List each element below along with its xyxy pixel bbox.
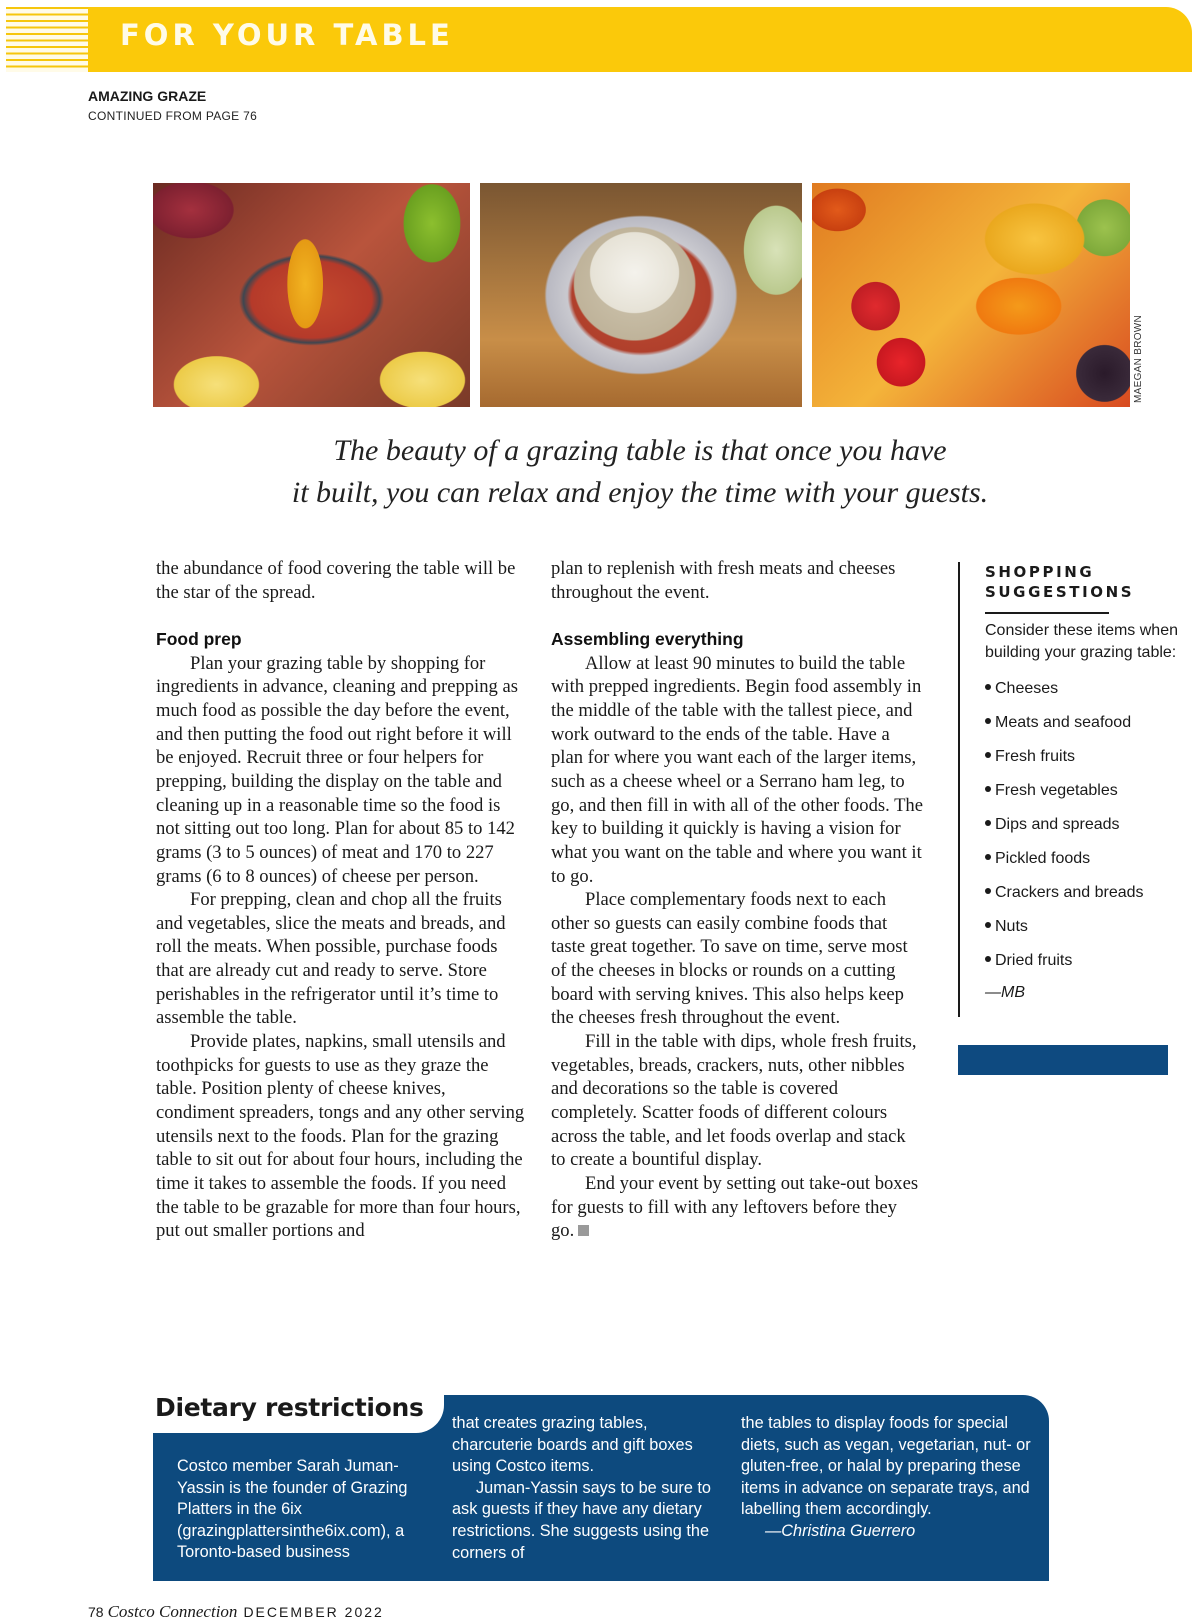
dietary-column-1 <box>177 1456 437 1564</box>
paragraph-final <box>551 1172 923 1243</box>
page-number: 78 <box>88 1604 104 1620</box>
dietary-paragraph: Costco member Sarah Juman-Yassin is the founder of Grazing Platters in the 6ix (grazingplattersinthe6ix.com), a Toronto-based business <box>177 1457 408 1562</box>
list-item-label: Fresh vegetables <box>995 782 1118 799</box>
charcuterie-tower-photo <box>153 183 470 407</box>
dietary-paragraph: Juman-Yassin says to be sure to ask guests if they have any dietary restrictions. She suggests using the corners of <box>452 1478 711 1562</box>
list-item-label: Crackers and breads <box>995 884 1144 901</box>
dietary-column-2 <box>452 1413 717 1564</box>
section-title: FOR YOUR TABLE <box>120 18 454 52</box>
article-kicker: AMAZING GRAZE <box>88 88 207 104</box>
list-item <box>985 706 1178 740</box>
final-paragraph-text: End your event by setting out take-out boxes for guests to fill with any leftovers before they go. <box>551 1173 919 1242</box>
body-column-2 <box>551 557 923 1243</box>
paragraph: Allow at least 90 minutes to build the table with prepped ingredients. Begin food assembly in the middle of the table with the tallest piece, and work outward to the ends of the table. Have a plan for where you want each of the larger items, such as a cheese wheel or a Serrano ham leg, to go, and then fill in with all of the other foods. The key to building it quickly is having a vision for what you want on the table and where you want it to go. <box>551 652 923 887</box>
pull-quote-line-2: it built, you can relax and enjoy the time with your guests. <box>291 476 989 509</box>
list-item-label: Dried fruits <box>995 952 1073 969</box>
list-item <box>985 808 1178 842</box>
bullet-icon <box>985 922 991 928</box>
list-item-label: Pickled foods <box>995 850 1091 867</box>
dietary-signature: —Christina Guerrero <box>765 1521 916 1540</box>
sidebar-signature: —MB <box>985 984 1025 1001</box>
pull-quote-line-1: The beauty of a grazing table is that once you have <box>333 434 947 467</box>
dietary-title: Dietary restrictions <box>155 1393 424 1422</box>
paragraph: Provide plates, napkins, small utensils and toothpicks for guests to use as they graze the table. Position plenty of cheese knives, condiment spreaders, tongs and any other serving utensils next to the foods. Plan for the grazing table to sit out for about four hours, including the time it takes to assemble the foods. If you need the table to be grazable for more than four hours, put out smaller portions and <box>156 1031 525 1242</box>
shopping-suggestions-sidebar <box>958 562 1178 1017</box>
bullet-icon <box>985 684 991 690</box>
photo-credit: MAEGAN BROWN <box>1133 314 1144 403</box>
banner-stripes-decoration <box>6 7 88 72</box>
bullet-icon <box>985 718 991 724</box>
bullet-icon <box>985 888 991 894</box>
bullet-icon <box>985 752 991 758</box>
cheese-wheel-crackers-photo <box>480 183 802 407</box>
issue-date: DECEMBER 2022 <box>243 1604 384 1620</box>
pull-quote <box>240 430 1040 514</box>
continued-from-note: CONTINUED FROM PAGE 76 <box>88 109 258 123</box>
sidebar-title-line-2: SUGGESTIONS <box>985 583 1135 601</box>
fruit-platter-photo <box>812 183 1130 407</box>
dietary-paragraph: the tables to display foods for special diets, such as vegan, vegetarian, nut- or gluten-free, or halal by preparing these items in advance on separate trays, and labelling them accordingly. <box>741 1414 1031 1519</box>
publication-name: Costco Connection <box>107 1602 238 1621</box>
bullet-icon <box>985 786 991 792</box>
sidebar-divider <box>985 612 1109 614</box>
list-item <box>985 944 1178 978</box>
suggestions-list <box>985 672 1178 978</box>
sidebar-title-line-1: SHOPPING <box>985 563 1095 581</box>
body-column-1 <box>156 557 528 1243</box>
paragraph: Place complementary foods next to each other so guests can easily combine foods that taste great together. To save on time, serve most of the cheeses in blocks or rounds on a cutting board with serving knives. This also helps keep the cheeses fresh throughout the event. <box>551 889 908 1029</box>
list-item-label: Nuts <box>995 918 1028 935</box>
end-of-article-mark-icon <box>578 1225 589 1236</box>
page-footer <box>88 1602 384 1622</box>
sidebar-title <box>985 562 1178 602</box>
bullet-icon <box>985 820 991 826</box>
section-heading-assembling: Assembling everything <box>551 628 744 649</box>
list-item-label: Cheeses <box>995 680 1059 697</box>
bullet-icon <box>985 956 991 962</box>
list-item <box>985 876 1178 910</box>
list-item <box>985 740 1178 774</box>
dietary-column-3 <box>741 1413 1031 1543</box>
list-item <box>985 910 1178 944</box>
column-intro: plan to replenish with fresh meats and cheeses throughout the event. <box>551 558 896 603</box>
paragraph: For prepping, clean and chop all the fruits and vegetables, slice the meats and breads, and roll the meats. When possible, purchase foods that are already cut and ready to serve. Store perishables in the refrigerator until it’s time to assemble the table. <box>156 889 506 1029</box>
list-item-label: Dips and spreads <box>995 816 1120 833</box>
dietary-paragraph: that creates grazing tables, charcuterie boards and gift boxes using Costco items. <box>452 1414 693 1476</box>
list-item-label: Fresh fruits <box>995 748 1076 765</box>
list-item <box>985 672 1178 706</box>
list-item <box>985 774 1178 808</box>
section-heading-food-prep: Food prep <box>156 628 242 649</box>
column-intro: the abundance of food covering the table will be the star of the spread. <box>156 558 516 603</box>
list-item-label: Meats and seafood <box>995 714 1132 731</box>
bullet-icon <box>985 854 991 860</box>
paragraph: Plan your grazing table by shopping for ingredients in advance, cleaning and prepping as much food as possible the day before the event, and then putting the food out right before it will be enjoyed. Recruit three or four helpers for prepping, building the display on the table and cleaning up in a reasonable time so the food is not sitting out too long. Plan for about 85 to 142 grams (3 to 5 ounces) of meat and 170 to 227 grams (6 to 8 ounces) of cheese per person. <box>156 652 518 887</box>
sidebar-intro: Consider these items when building your grazing table: <box>985 622 1178 661</box>
sidebar-accent-bar <box>958 1045 1168 1075</box>
paragraph: Fill in the table with dips, whole fresh fruits, vegetables, breads, crackers, nuts, other nibbles and decorations so the table is covered completely. Scatter foods of different colours across the table, and let foods overlap and stack to create a bountiful display. <box>551 1031 917 1171</box>
list-item <box>985 842 1178 876</box>
